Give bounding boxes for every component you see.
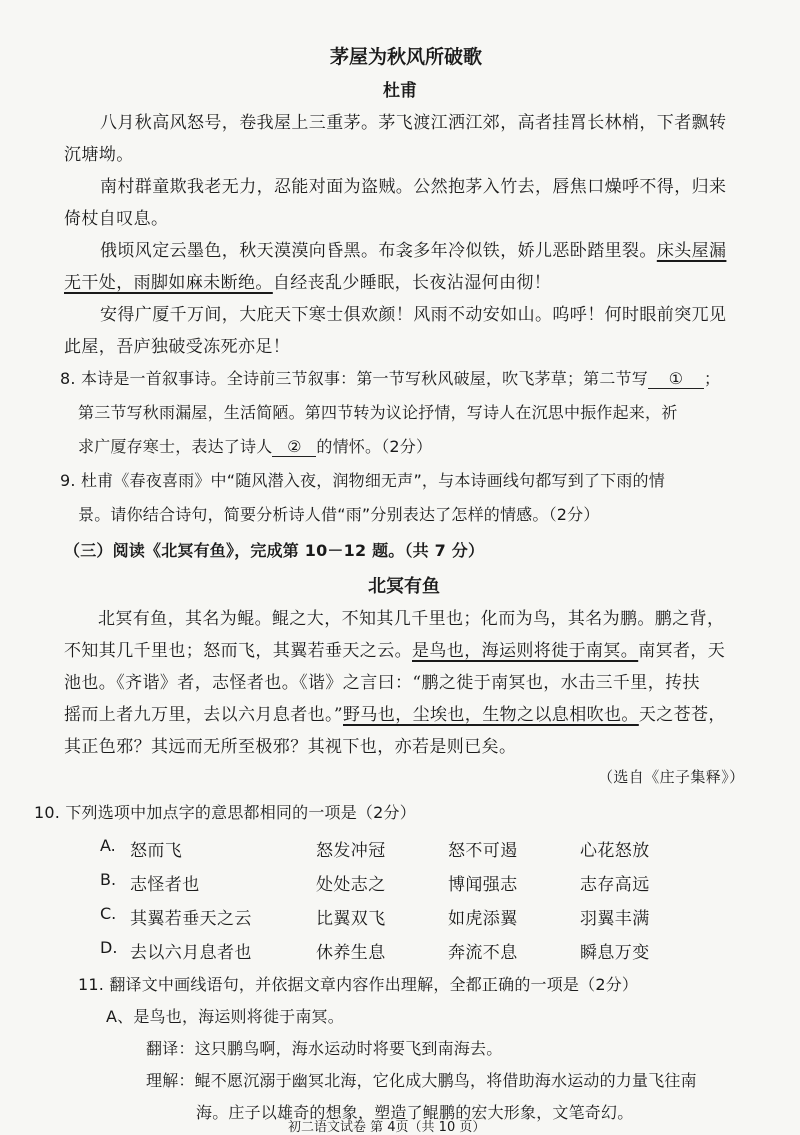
question-8-line-3 [78, 434, 432, 457]
option-item: 怒而飞 [130, 841, 183, 861]
underlined-sentence: 是鸟也，海运则将徙于南冥。 [412, 641, 639, 661]
passage-text: 南冥者，天 [638, 641, 726, 661]
question-9: 9. 杜甫《春夜喜雨》中“随风潜入夜，润物细无声”，与本诗画线句都写到了下雨的情 [60, 471, 665, 490]
question-8-line-2: 第三节写秋雨漏屋，生活简陋。第四节转为议论抒情，写诗人在沉思中振作起来，祈 [78, 403, 678, 422]
option-item: 羽翼丰满 [580, 909, 650, 929]
passage-line: 其正色邪？其远而无所至极邪？其视下也，亦若是则已矣。 [64, 737, 517, 757]
passage-source: （选自《庄子集释》） [598, 768, 745, 786]
underlined-sentence: 无干处，雨脚如麻未断绝。 [64, 273, 273, 293]
question-9-line-2: 景。请你结合诗句，简要分析诗人借“雨”分别表达了怎样的情感。（2分） [78, 505, 600, 524]
passage-line: 北冥有鱼，其名为鲲。鲲之大，不知其几千里也；化而为鸟，其名为鹏。鹏之背， [98, 609, 725, 629]
option-item: 心花怒放 [580, 841, 650, 861]
question-text: 8. 本诗是一首叙事诗。全诗前三节叙事：第一节写秋风破屋，吹飞茅草；第二节写 [60, 369, 648, 388]
passage-text: 摇而上者九万里，去以六月息者也。” [64, 705, 343, 725]
option-item: 休养生息 [316, 943, 386, 963]
option-label: A. [100, 836, 116, 855]
question-10: 10. 下列选项中加点字的意思都相同的一项是（2分） [34, 803, 416, 822]
option-item: 志存高远 [580, 875, 650, 895]
option-a-understanding: 理解：鲲不愿沉溺于幽冥北海，它化成大鹏鸟，将借助海水运动的力量飞往南 [146, 1071, 697, 1090]
poem-line: 倚杖自叹息。 [64, 209, 169, 229]
question-8 [60, 366, 720, 389]
option-a-sentence[interactable]: A、是鸟也，海运则将徙于南冥。 [106, 1007, 344, 1026]
passage-text: 天之苍苍， [638, 705, 726, 725]
question-11: 11. 翻译文中画线语句，并依据文章内容作出理解，全都正确的一项是（2分） [78, 975, 639, 994]
option-item: 如虎添翼 [448, 909, 518, 929]
passage-line [64, 700, 726, 725]
option-item: 怒发冲冠 [316, 841, 386, 861]
option-item: 怒不可遏 [448, 841, 518, 861]
question-text: 的情怀。（2分） [316, 437, 433, 456]
poem-line: 南村群童欺我老无力，忍能对面为盗贼。公然抱茅入竹去，唇焦口燥呼不得，归来 [100, 177, 727, 197]
option-item: 奔流不息 [448, 943, 518, 963]
poem-line: 安得广厦千万间，大庇天下寒士俱欢颜！风雨不动安如山。呜呼！何时眼前突兀见 [100, 305, 727, 325]
option-item: 瞬息万变 [580, 943, 650, 963]
passage-line: 池也。《齐谐》者，志怪者也。《谐》之言曰：“鹏之徙于南冥也，水击三千里，抟扶 [64, 673, 700, 693]
answer-blank-2[interactable]: ② [272, 437, 316, 457]
option-item: 处处志之 [316, 875, 386, 895]
poem-text: 俄顷风定云墨色，秋天漠漠向昏黑。布衾多年冷似铁，娇儿恶卧踏里裂。 [100, 241, 657, 261]
option-label: C. [100, 904, 117, 923]
passage-line [64, 636, 725, 661]
option-item: 其翼若垂天之云 [130, 909, 252, 929]
poem-title: 茅屋为秋风所破歌 [330, 46, 483, 68]
poem-line [64, 268, 551, 293]
answer-blank-1[interactable]: ① [648, 369, 704, 389]
poem-line: 沉塘坳。 [64, 145, 134, 165]
punctuation: ； [703, 369, 721, 388]
option-a-understanding-line-2: 海。庄子以雄奇的想象，塑造了鲲鹏的宏大形象，文笔奇幻。 [196, 1103, 634, 1122]
option-label: D. [100, 938, 118, 957]
poem-line [100, 236, 726, 261]
option-item: 比翼双飞 [316, 909, 386, 929]
underlined-sentence: 床头屋漏 [656, 241, 727, 261]
option-a-translation: 翻译：这只鹏鸟啊，海水运动时将要飞到南海去。 [146, 1039, 503, 1058]
passage-text: 不知其几千里也；怒而飞，其翼若垂天之云。 [64, 641, 412, 661]
poem-author: 杜甫 [383, 81, 417, 101]
section-heading: （三）阅读《北冥有鱼》，完成第 10－12 题。（共 7 分） [64, 541, 485, 560]
option-item: 去以六月息者也 [130, 943, 252, 963]
underlined-sentence: 野马也，尘埃也，生物之以息相吹也。 [343, 705, 639, 725]
poem-text: 自经丧乱少睡眠，长夜沾湿何由彻！ [272, 273, 552, 293]
poem-line: 八月秋高风怒号，卷我屋上三重茅。茅飞渡江洒江郊，高者挂罥长林梢，下者飘转 [100, 113, 727, 133]
option-label: B. [100, 870, 117, 889]
question-text: 求广厦存寒士，表达了诗人 [78, 437, 273, 456]
page-footer: 初二语文试卷 第 4页（共 10 页） [288, 1120, 486, 1135]
option-item: 博闻强志 [448, 875, 518, 895]
poem-line: 此屋，吾庐独破受冻死亦足！ [64, 337, 291, 357]
option-item: 志怪者也 [130, 875, 200, 895]
passage-title: 北冥有鱼 [368, 576, 440, 597]
